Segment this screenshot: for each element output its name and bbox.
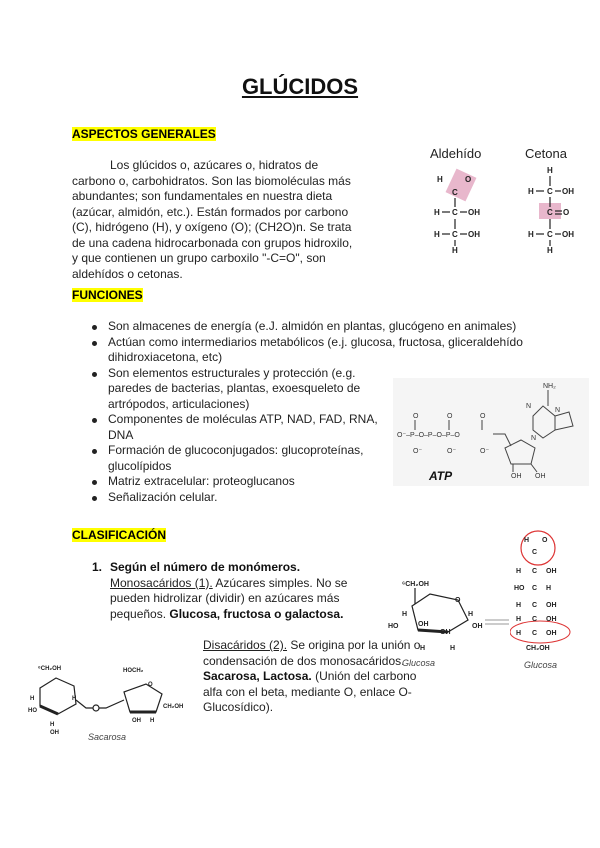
svg-text:HOCH₂: HOCH₂	[123, 668, 144, 674]
svg-text:O⁻–P–O–P–O–P–O: O⁻–P–O–P–O–P–O	[397, 432, 460, 439]
svg-text:O: O	[542, 537, 548, 544]
glucosa-ring-label: Glucosa	[402, 658, 436, 668]
svg-text:H: H	[547, 166, 553, 175]
svg-text:C: C	[547, 230, 553, 239]
svg-text:O⁻: O⁻	[480, 448, 490, 455]
disacaridos-text-2: (Unión del carbono alfa con el beta, mediante O, enlace O-Glucosídico).	[203, 669, 417, 714]
list-item: Formación de glucoconjugados: glucoproteínas, glucolípidos	[90, 443, 370, 474]
disacaridos-label: Disacáridos (2).	[203, 638, 288, 652]
svg-text:O: O	[447, 413, 453, 420]
atp-figure	[393, 378, 589, 486]
svg-text:H: H	[468, 611, 474, 618]
svg-text:O: O	[563, 208, 570, 217]
svg-text:⁶CH₂OH: ⁶CH₂OH	[402, 581, 429, 588]
svg-text:H: H	[434, 208, 440, 217]
list-item: Señalización celular.	[90, 490, 535, 506]
svg-text:O: O	[455, 597, 461, 604]
equilibrium-arrow-icon	[483, 615, 513, 629]
svg-text:H: H	[528, 230, 534, 239]
svg-text:H: H	[516, 630, 522, 637]
svg-text:HO: HO	[28, 708, 37, 714]
svg-text:OH: OH	[546, 602, 557, 609]
svg-text:H: H	[150, 718, 155, 724]
svg-text:N: N	[555, 407, 561, 414]
svg-text:H: H	[30, 696, 35, 702]
svg-text:O: O	[413, 413, 419, 420]
page-title: GLÚCIDOS	[241, 74, 359, 99]
svg-text:C: C	[532, 630, 538, 637]
svg-text:C: C	[532, 616, 538, 623]
svg-text:H: H	[50, 722, 55, 728]
aldehido-cetona-figure	[420, 140, 580, 265]
svg-text:O⁻: O⁻	[413, 448, 423, 455]
svg-text:C: C	[452, 188, 458, 197]
svg-text:C: C	[452, 208, 458, 217]
svg-text:OH: OH	[418, 621, 429, 628]
svg-text:H: H	[547, 246, 553, 255]
svg-text:H: H	[516, 568, 522, 575]
disacaridos-text: Se origina por la unión o condensación de dos monosacáridos.	[203, 638, 421, 668]
glucosa-chain-figure	[510, 528, 590, 673]
section-heading-funciones: FUNCIONES	[72, 288, 143, 302]
disacaridos-examples: Sacarosa, Lactosa.	[203, 669, 312, 683]
svg-text:NH₂: NH₂	[543, 383, 556, 390]
svg-text:H: H	[420, 645, 426, 652]
monosacaridos-examples: Glucosa, fructosa o galactosa.	[169, 606, 344, 621]
svg-text:OH: OH	[50, 730, 59, 736]
glucosa-ring-figure	[380, 570, 490, 670]
sacarosa-label: Sacarosa	[88, 732, 127, 742]
svg-text:HO: HO	[388, 623, 399, 630]
svg-text:H: H	[516, 616, 522, 623]
svg-text:H: H	[437, 175, 443, 184]
svg-text:H: H	[516, 602, 522, 609]
svg-text:C: C	[532, 602, 538, 609]
svg-text:H: H	[524, 537, 530, 544]
svg-text:OH: OH	[546, 616, 557, 623]
item-title: Según el número de monómeros.	[110, 560, 301, 574]
monosacaridos-label: Monosacáridos (1).	[110, 575, 213, 590]
svg-text:OH: OH	[468, 230, 480, 239]
aldehido-label: Aldehído	[430, 146, 482, 161]
svg-text:CH₂OH: CH₂OH	[163, 704, 184, 710]
svg-text:OH: OH	[562, 187, 574, 196]
svg-text:O: O	[480, 413, 486, 420]
svg-text:OH: OH	[468, 208, 480, 217]
svg-text:H: H	[72, 696, 77, 702]
list-item: Componentes de moléculas ATP, NAD, FAD, RNA, DNA	[90, 412, 390, 443]
svg-text:OH: OH	[535, 473, 546, 480]
list-item: Son elementos estructurales y protección (e.g. paredes de bacterias, plantas, exoesqueleto de artrópodos, articulaciones)	[90, 366, 390, 413]
svg-text:C: C	[547, 208, 553, 217]
cetona-label: Cetona	[525, 146, 567, 161]
svg-text:C: C	[547, 187, 553, 196]
svg-text:CH₂OH: CH₂OH	[526, 645, 550, 652]
svg-text:O⁻: O⁻	[447, 448, 457, 455]
svg-text:N: N	[526, 403, 532, 410]
svg-text:C: C	[532, 549, 538, 556]
svg-text:O: O	[465, 175, 472, 184]
svg-text:OH: OH	[546, 630, 557, 637]
svg-text:OH: OH	[440, 629, 451, 636]
sacarosa-figure	[28, 660, 198, 745]
svg-text:OH: OH	[546, 568, 557, 575]
clasificacion-item-1	[92, 560, 362, 622]
glucosa-chain-label: Glucosa	[524, 660, 558, 670]
svg-text:OH: OH	[132, 718, 141, 724]
svg-text:H: H	[452, 246, 458, 255]
svg-text:HO: HO	[514, 585, 525, 592]
svg-text:N: N	[531, 435, 537, 442]
list-item: Matriz extracelular: proteoglucanos	[90, 474, 535, 490]
svg-text:OH: OH	[472, 623, 483, 630]
svg-text:C: C	[532, 568, 538, 575]
aspectos-paragraph: Los glúcidos o, azúcares o, hidratos de carbono o, carbohidratos. Son las biomoléculas más abundantes; son fundamentales en nuestra dieta (azúcar, almidón, etc.). Están formados por carbono (C), hidrógeno (H), y oxígeno (O); (CH2O)n. Se trata de una cadena hidrocarbonada con grupos hidroxilo, y que contienen un grupo carboxilo "-C=O", son aldehídos o cetonas.	[72, 158, 353, 281]
list-item: Actúan como intermediarios metabólicos (e.j. glucosa, fructosa, gliceraldehído dihidroxiacetona, etc)	[90, 335, 535, 366]
svg-text:H: H	[546, 585, 552, 592]
monosacaridos-text: Azúcares simples. No se pueden hidrolizar (dividir) en azúcares más pequeños.	[110, 575, 348, 621]
svg-text:H: H	[402, 611, 408, 618]
section-heading-aspectos: ASPECTOS GENERALES	[72, 127, 216, 141]
atp-label: ATP	[429, 469, 453, 483]
svg-text:H: H	[450, 645, 456, 652]
svg-text:OH: OH	[562, 230, 574, 239]
item-number: 1.	[92, 560, 103, 574]
svg-text:H: H	[434, 230, 440, 239]
list-item: Son almacenes de energía (e.J. almidón en plantas, glucógeno en animales)	[90, 319, 535, 335]
svg-text:O: O	[148, 682, 153, 688]
svg-text:C: C	[532, 585, 538, 592]
svg-text:H: H	[528, 187, 534, 196]
section-heading-clasificacion: CLASIFICACIÓN	[72, 528, 166, 542]
svg-text:OH: OH	[511, 473, 522, 480]
svg-text:⁶CH₂OH: ⁶CH₂OH	[38, 666, 62, 672]
svg-text:C: C	[452, 230, 458, 239]
